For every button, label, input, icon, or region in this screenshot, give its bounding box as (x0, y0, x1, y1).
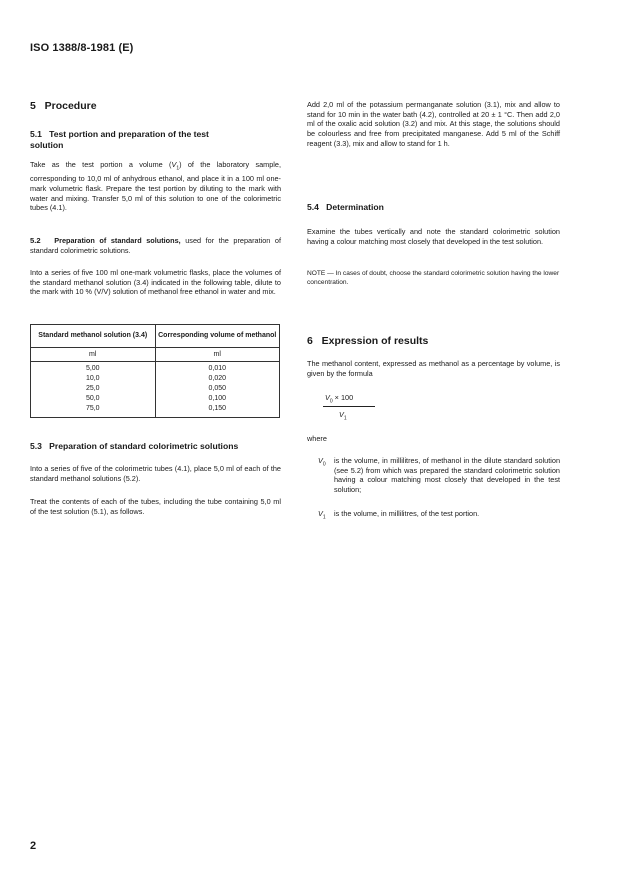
table-header-cell: Standard methanol solution (3.4) (31, 325, 156, 348)
paragraph-5-3-continued: Add 2,0 ml of the potassium permanganate solution (3.1), mix and allow to stand for 10 min in the water bath (4.2), controlled at 20 ± 1 °C. Then add 2,0 ml of the oxalic acid solution (3.2) and mix. At this stage, the solutions should be colourless and free from precipitated manganese. Add 5 ml of the Schiff reagent (3.3), mix and allow to stand for 1 h. (307, 100, 560, 148)
paragraph-5-3-a: Into a series of five of the colorimetric tubes (4.1), place 5,0 ml of each of the standard methanol solutions (5.2). (30, 464, 281, 483)
subsection-title: Preparation of standard solutions, (54, 236, 181, 245)
subsection-5-4-heading (307, 202, 560, 213)
variable-subscript: 0 (329, 398, 333, 405)
table-unit-cell: ml (31, 348, 156, 362)
definition-term (318, 509, 326, 523)
variable-v: V (339, 410, 344, 419)
table-values-cell (31, 362, 156, 418)
variable-subscript: 1 (176, 165, 180, 172)
paragraph-5-3-b: Treat the contents of each of the tubes, including the tube containing 5,0 ml of the test solution (5.1), as follows. (30, 497, 281, 516)
section-number: 6 (307, 335, 313, 347)
variable-v: V (325, 393, 330, 402)
where-label: where (307, 434, 327, 443)
subsection-number: 5.2 (30, 236, 41, 245)
subsection-number: 5.3 (30, 441, 42, 451)
note-5-4: NOTE — In cases of doubt, choose the standard colorimetric solution having the lower concentration. (307, 270, 560, 286)
section-title: Expression of results (321, 335, 429, 347)
paragraph-5-2: Into a series of five 100 ml one-mark volumetric flasks, place the volumes of the standard methanol solution (3.4) indicated in the following table, dilute to the mark with 10 % (V/V) solution of methanol free ethanol in water and mix. (30, 268, 281, 297)
paragraph-5-4: Examine the tubes vertically and note the standard colorimetric solution having a colour matching most closely that developed in the test solution. (307, 227, 560, 246)
methanol-table (30, 324, 280, 418)
table-cell: 0,010 (208, 365, 227, 372)
table-cell: 0,150 (208, 405, 227, 413)
table-cell: 10,0 (85, 375, 100, 383)
table-cell: 5,00 (85, 365, 100, 372)
table-cell: 0,020 (208, 375, 227, 383)
section-title: Procedure (44, 100, 97, 112)
definition-text: is the volume, in millilitres, of methanol in the dilute standard solution (see 5.2) from which was prepared the standard colorimetric solution having a colour matching most closely that developed in the test solution; (334, 456, 560, 495)
table-unit-cell: ml (155, 348, 280, 362)
variable-v: V (318, 456, 323, 465)
subsection-title-cont: solution (30, 140, 64, 150)
definition-term (318, 456, 326, 470)
formula-denominator (339, 410, 347, 421)
subsection-title: Test portion and preparation of the test (49, 129, 209, 139)
section-6-heading (307, 335, 560, 347)
text-segment: Take as the test portion a volume ( (30, 160, 172, 169)
definition-v1 (318, 509, 560, 519)
document-header: ISO 1388/8-1981 (E) (30, 42, 134, 54)
text-segment: ) of the laboratory sample, corresponding to 10,0 ml of anhydrous ethanol, and place it in a 100 ml one-mark volumetric flask. Prepare the test portion by diluting to the mark with water and mixing. Transfer 5,0 ml of this solution to one of the colorimetric tubes (4.1). (30, 160, 281, 213)
subsection-5-3-heading (30, 441, 281, 452)
table-cell: 25,0 (85, 385, 100, 393)
section-number: 5 (30, 100, 36, 112)
variable-v: V (318, 509, 323, 518)
definition-text: is the volume, in millilitres, of the test portion. (334, 509, 480, 518)
subsection-number: 5.1 (30, 129, 42, 139)
table-cell: 0,050 (208, 385, 227, 393)
subsection-5-2-paragraph (30, 235, 281, 256)
section-5-heading (30, 100, 281, 112)
variable-v: V (171, 160, 177, 169)
subsection-title: Determination (326, 202, 384, 212)
paragraph-5-1 (30, 160, 281, 213)
table-cell: 75,0 (85, 405, 100, 413)
formula-numerator (325, 393, 353, 404)
table-cell: 50,0 (85, 395, 100, 403)
page-number: 2 (30, 840, 37, 852)
subsection-title-tail: used for the preparation of standard colorimetric solutions. (30, 236, 281, 255)
fraction-bar (323, 406, 375, 407)
formula-text: × 100 (332, 393, 354, 402)
variable-subscript: 1 (343, 415, 347, 422)
subsection-5-1-heading (30, 129, 281, 151)
table-header-cell: Corresponding volume of methanol (155, 325, 280, 348)
formula (323, 393, 383, 423)
subsection-number: 5.4 (307, 202, 319, 212)
table-values-cell (155, 362, 280, 418)
variable-subscript: 1 (322, 514, 326, 521)
subsection-title: Preparation of standard colorimetric solutions (49, 441, 239, 451)
paragraph-6: The methanol content, expressed as methanol as a percentage by volume, is given by the formula (307, 359, 560, 378)
table-cell: 0,100 (208, 395, 227, 403)
definition-v0 (318, 456, 560, 495)
variable-subscript: 0 (322, 461, 326, 468)
